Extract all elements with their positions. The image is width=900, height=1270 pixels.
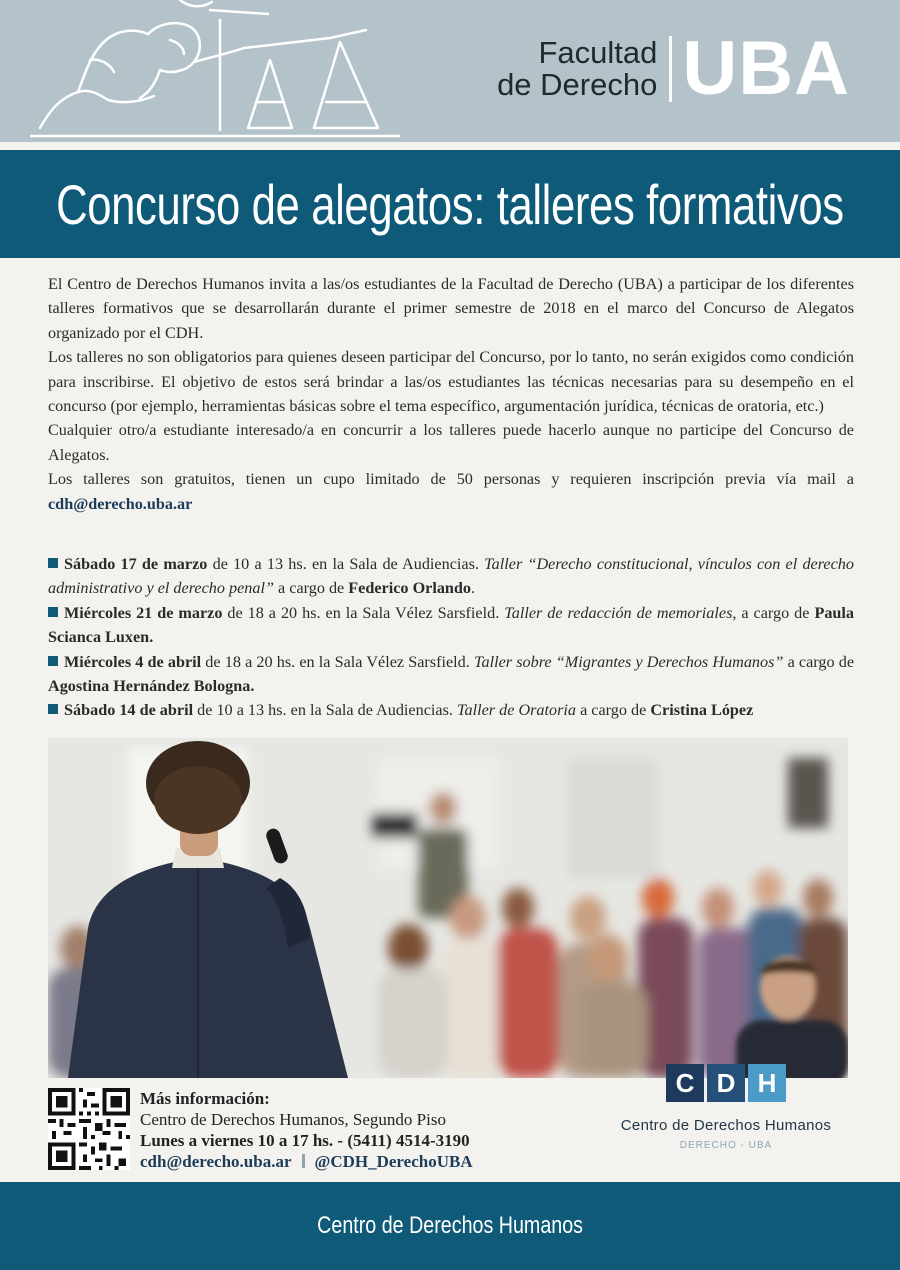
workshop-topic: Taller de redacción de memoriales: [504, 603, 733, 622]
justice-illustration: [30, 0, 400, 142]
contact-info: [140, 1088, 473, 1172]
cdh-logo-name: Centro de Derechos Humanos: [620, 1117, 832, 1134]
workshop-location: de 10 a 13 hs. en la Sala de Audiencias.: [197, 701, 453, 720]
workshop-date: Miércoles 21 de marzo: [64, 603, 223, 622]
intro-text: [48, 272, 854, 516]
workshop-location: de 18 a 20 hs. en la Sala Vélez Sarsfield.: [205, 652, 470, 671]
workshop-list: [48, 552, 854, 723]
footer-text: Centro de Derechos Humanos: [317, 1212, 583, 1239]
intro-paragraph-1: El Centro de Derechos Humanos invita a las/os estudiantes de la Facultad de Derecho (UBA) a participar de los diferentes talleres formativos que se desarrollarán durante el primer semestre de 2018 en el marco del Concurso de Alegatos organizado por el CDH.: [48, 275, 854, 342]
contact-heading: Más información:: [140, 1089, 270, 1108]
workshop-topic: Taller de Oratoria: [456, 701, 577, 720]
faculty-line2: de Derecho: [497, 67, 658, 102]
workshop-by: a cargo de: [278, 579, 345, 598]
workshop-speaker: Paula Scianca Luxen.: [48, 603, 855, 647]
workshop-by: a cargo de: [787, 652, 855, 671]
cdh-letter-c: C: [666, 1064, 704, 1102]
workshop-item: [48, 650, 854, 699]
twitter-handle-link[interactable]: @CDH_DerechoUBA: [314, 1152, 473, 1171]
intro-paragraph-2: Los talleres no son obligatorios para quienes deseen participar del Concurso, por lo tanto, no serán exigidos como condición para inscribirse. El objetivo de estos será brindar a las/os estudiantes las técnicas necesarias para su desempeño en el concurso (por ejemplo, herramientas básicas sobre el tema específico, argumentación jurídica, técnicas de oratoria, etc.): [48, 348, 854, 416]
contact-place: Centro de Derechos Humanos, Segundo Piso: [140, 1110, 446, 1129]
header: [0, 0, 900, 142]
logo-separator: [669, 36, 672, 102]
cdh-logo-subtitle: DERECHO - UBA: [679, 1140, 773, 1151]
title-band: [0, 150, 900, 258]
contact-links: [140, 1151, 473, 1172]
intro-paragraph-4: [48, 467, 854, 516]
workshop-item: [48, 601, 854, 650]
cdh-letter-d: D: [707, 1064, 745, 1102]
workshop-date: Miércoles 4 de abril: [64, 652, 202, 671]
workshop-item: [48, 552, 854, 601]
bullet-square-icon: [48, 558, 58, 568]
footer-band: [0, 1182, 900, 1270]
workshop-location: de 10 a 13 hs. en la Sala de Audiencias.: [212, 555, 479, 573]
faculty-logo: [497, 26, 850, 111]
registration-email-link[interactable]: cdh@derecho.uba.ar: [48, 494, 193, 513]
cdh-logo: [666, 1064, 786, 1102]
bullet-square-icon: [48, 704, 58, 714]
qr-code-icon[interactable]: [48, 1088, 130, 1170]
bullet-square-icon: [48, 656, 58, 666]
cdh-letter-h: H: [748, 1064, 786, 1102]
workshop-topic: Taller “Derecho constitucional, vínculos con el derecho administrativo y el derecho penal”: [48, 555, 854, 598]
intro-paragraph-3: Cualquier otro/a estudiante interesado/a en concurrir a los talleres puede hacerlo aunque no participe del Concurso de Alegatos.: [48, 421, 854, 464]
workshop-by: a cargo de: [580, 701, 647, 720]
workshop-speaker: Agostina Hernández Bologna.: [48, 677, 255, 696]
speaker-audience-illustration: [48, 738, 848, 1078]
contact-hours: Lunes a viernes 10 a 17 hs. - (5411) 4514-3190: [140, 1131, 470, 1150]
registration-text: Los talleres son gratuitos, tienen un cupo limitado de 50 personas y requieren inscripción previa vía mail a: [48, 470, 854, 489]
workshop-item: [48, 698, 854, 722]
page-title: Concurso de alegatos: talleres formativos: [56, 172, 844, 236]
uba-wordmark: UBA: [682, 26, 850, 111]
link-divider: [302, 1154, 305, 1168]
faculty-line1: Facultad: [538, 35, 658, 70]
workshop-location: de 18 a 20 hs. en la Sala Vélez Sarsfield.: [227, 603, 500, 622]
workshop-topic: Taller sobre “Migrantes y Derechos Humanos”: [473, 652, 784, 671]
audience-photo: [48, 738, 848, 1078]
workshop-date: Sábado 14 de abril: [64, 701, 194, 720]
bullet-square-icon: [48, 607, 58, 617]
faculty-name: [497, 37, 657, 101]
workshop-speaker: Cristina López: [650, 701, 754, 720]
workshop-end: .: [471, 579, 476, 598]
workshop-date: Sábado 17 de marzo: [64, 555, 208, 573]
contact-email-link[interactable]: cdh@derecho.uba.ar: [140, 1152, 292, 1171]
workshop-by: , a cargo de: [732, 603, 810, 622]
workshop-speaker: Federico Orlando: [348, 579, 472, 598]
